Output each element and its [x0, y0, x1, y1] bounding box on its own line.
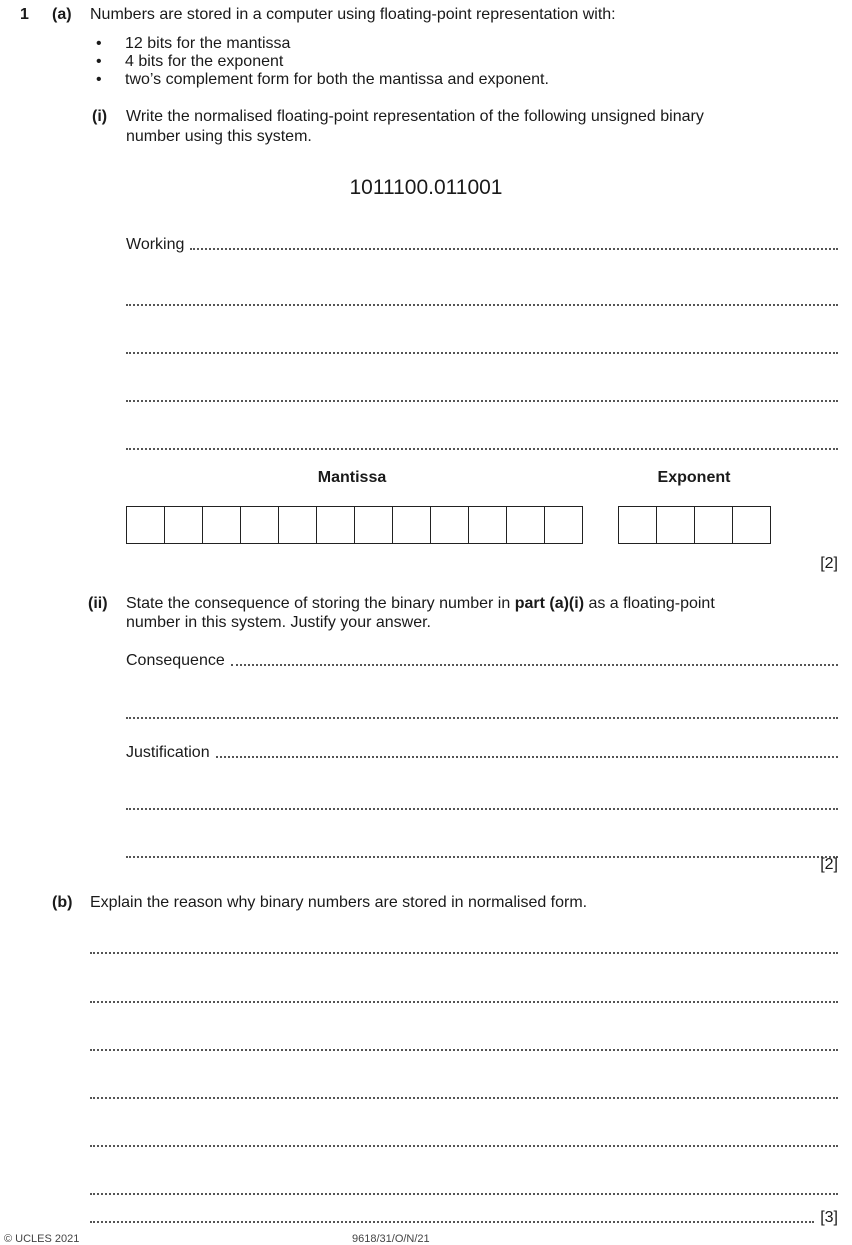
exponent-boxes: [618, 506, 771, 544]
part-a-label: (a): [52, 6, 72, 23]
answer-line[interactable]: [126, 334, 838, 354]
answer-line[interactable]: [126, 286, 838, 306]
sub-ii-text-post: as a floating-point: [584, 595, 715, 612]
dotted-line: [90, 1001, 838, 1003]
answer-line[interactable]: [90, 934, 838, 954]
footer-code: 9618/31/O/N/21: [352, 1233, 430, 1245]
bullet-marker: •: [96, 35, 102, 52]
part-b-text: Explain the reason why binary numbers are stored in normalised form.: [90, 894, 588, 911]
dotted-line: [90, 1193, 838, 1195]
exponent-bit-box[interactable]: [657, 507, 695, 543]
bullet-marker: •: [96, 53, 102, 70]
dotted-line: [90, 1097, 838, 1099]
dotted-line: [231, 664, 838, 666]
part-b-label: (b): [52, 894, 73, 911]
exponent-bit-box[interactable]: [619, 507, 657, 543]
dotted-line: [126, 808, 838, 810]
dotted-line: [90, 1145, 838, 1147]
mantissa-bit-box[interactable]: [127, 507, 165, 543]
footer-copyright: © UCLES 2021: [4, 1233, 80, 1245]
mantissa-bit-box[interactable]: [393, 507, 431, 543]
sub-i-label: (i): [92, 108, 108, 125]
bullet-item: 12 bits for the mantissa: [125, 35, 291, 52]
part-a-intro: Numbers are stored in a computer using floating-point representation with:: [90, 6, 616, 23]
justification-label: Justification: [126, 744, 210, 761]
dotted-line: [126, 856, 838, 858]
answer-line[interactable]: [126, 382, 838, 402]
part-b-marks: [3]: [820, 1209, 838, 1226]
sub-ii-text-line1: [126, 595, 715, 613]
working-label: Working: [126, 236, 185, 253]
mantissa-bit-box[interactable]: [165, 507, 203, 543]
sub-ii-marks: [2]: [820, 856, 838, 873]
question-number: 1: [20, 6, 29, 23]
mantissa-label: Mantissa: [317, 469, 387, 486]
answer-line[interactable]: [90, 1079, 838, 1099]
mantissa-bit-box[interactable]: [507, 507, 545, 543]
dotted-line: [90, 952, 838, 954]
consequence-line[interactable]: [126, 650, 838, 670]
exponent-label: Exponent: [657, 469, 731, 486]
sub-ii-text-line2: number in this system. Justify your answer.: [126, 614, 431, 631]
mantissa-bit-box[interactable]: [545, 507, 582, 543]
dotted-line: [126, 717, 838, 719]
sub-ii-label: (ii): [88, 595, 108, 612]
dotted-line: [126, 304, 838, 306]
sub-i-marks: [2]: [820, 555, 838, 572]
bullet-item: 4 bits for the exponent: [125, 53, 284, 70]
exponent-bit-box[interactable]: [733, 507, 770, 543]
consequence-label: Consequence: [126, 652, 225, 669]
working-line[interactable]: [126, 234, 838, 254]
answer-line[interactable]: [90, 1127, 838, 1147]
justification-line[interactable]: [126, 742, 838, 762]
mantissa-bit-box[interactable]: [279, 507, 317, 543]
answer-line[interactable]: [126, 838, 838, 858]
exponent-bit-box[interactable]: [695, 507, 733, 543]
dotted-line: [90, 1049, 838, 1051]
answer-line[interactable]: [126, 430, 838, 450]
dotted-line: [126, 400, 838, 402]
sub-ii-text-bold: part (a)(i): [514, 595, 585, 612]
dotted-line: [90, 1221, 814, 1223]
answer-line-final[interactable]: [90, 1207, 838, 1227]
sub-i-text-line2: number using this system.: [126, 128, 312, 145]
answer-line[interactable]: [90, 983, 838, 1003]
sub-ii-text-pre: State the consequence of storing the binary number in: [126, 595, 515, 612]
answer-line[interactable]: [126, 790, 838, 810]
dotted-line: [216, 756, 838, 758]
dotted-line: [126, 448, 838, 450]
mantissa-bit-box[interactable]: [203, 507, 241, 543]
dotted-line: [190, 248, 838, 250]
sub-i-text-line1: Write the normalised floating-point representation of the following unsigned binary: [126, 108, 704, 125]
mantissa-bit-box[interactable]: [355, 507, 393, 543]
answer-line[interactable]: [126, 699, 838, 719]
mantissa-bit-box[interactable]: [431, 507, 469, 543]
mantissa-boxes: [126, 506, 583, 544]
answer-line[interactable]: [90, 1175, 838, 1195]
mantissa-bit-box[interactable]: [241, 507, 279, 543]
bullet-marker: •: [96, 71, 102, 88]
mantissa-bit-box[interactable]: [469, 507, 507, 543]
bullet-item: two’s complement form for both the mantissa and exponent.: [125, 71, 549, 88]
answer-line[interactable]: [90, 1031, 838, 1051]
binary-number: 1011100.011001: [349, 176, 503, 199]
mantissa-bit-box[interactable]: [317, 507, 355, 543]
dotted-line: [126, 352, 838, 354]
